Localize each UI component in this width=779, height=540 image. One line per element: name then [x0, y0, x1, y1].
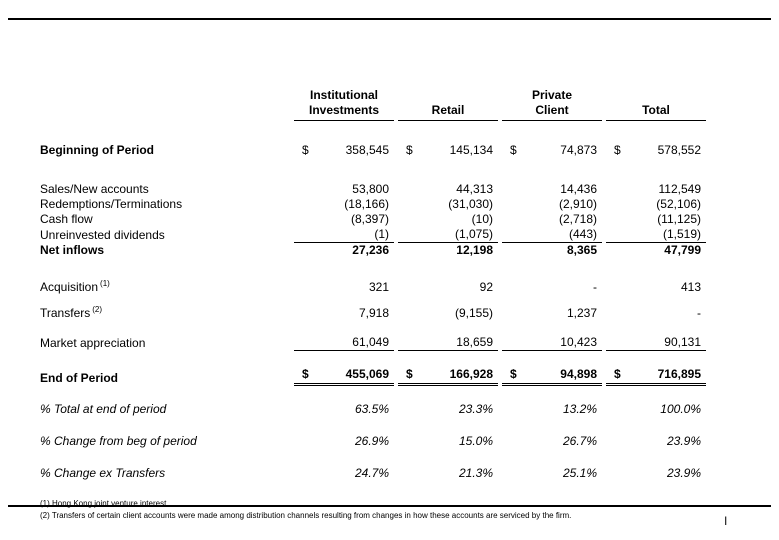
cell-private-client: 25.1%	[562, 466, 597, 480]
cell-retail: 21.3%	[458, 466, 493, 480]
column-header-line2: Retail	[431, 103, 465, 117]
row-label	[40, 276, 290, 295]
column-header-total	[606, 88, 706, 121]
footnote-ref-2: (2)	[92, 305, 103, 314]
table-row-market-appreciation	[40, 335, 708, 351]
cell-institutional: 26.9%	[354, 434, 389, 448]
cell-institutional: 61,049	[294, 335, 394, 351]
cell-value: 578,552	[657, 143, 701, 157]
cell-value: 145,134	[449, 143, 493, 157]
column-header-line1: Private	[531, 88, 573, 102]
cell-retail: (10)	[471, 212, 493, 226]
table-row-transfers	[40, 302, 708, 321]
row-label-text: Acquisition	[40, 280, 99, 294]
cell-institutional: 321	[368, 280, 389, 294]
dollar-sign: $	[510, 367, 517, 381]
cell-institutional: 63.5%	[354, 402, 389, 416]
table-row-sales	[40, 182, 708, 197]
cell-institutional: 7,918	[358, 306, 389, 320]
dollar-sign: $	[302, 143, 309, 157]
cell-retail	[398, 143, 498, 158]
row-label: % Change from beg of period	[40, 434, 197, 448]
table-row-beginning-of-period	[40, 143, 708, 158]
column-header-line1	[606, 88, 706, 103]
cell-total: (52,106)	[656, 197, 701, 211]
cell-private-client: 8,365	[566, 243, 597, 257]
row-label: End of Period	[40, 371, 118, 385]
column-header-line2: Total	[642, 103, 670, 117]
page-marker: l	[724, 514, 727, 528]
row-label	[40, 302, 290, 321]
row-label: Cash flow	[40, 212, 93, 226]
column-header-line2: Client	[535, 103, 569, 117]
cell-total: (1,519)	[606, 227, 706, 243]
footnote-ref-1: (1)	[100, 279, 110, 288]
cell-value: 358,545	[345, 143, 389, 157]
cell-retail: (31,030)	[448, 197, 493, 211]
cell-private-client: 10,423	[502, 335, 602, 351]
cell-institutional	[294, 143, 394, 158]
cell-value: 166,928	[449, 367, 493, 381]
cell-retail	[398, 367, 498, 386]
row-label-text: Transfers	[40, 306, 91, 320]
cell-total: 112,549	[658, 182, 701, 196]
footnote-2: (2) Transfers of certain client accounts were made among distribution channels resulting from changes in how these accounts are serviced by the firm.	[40, 511, 572, 520]
table-row-end-of-period	[40, 367, 708, 386]
row-label: Beginning of Period	[40, 143, 154, 157]
cell-institutional: (1)	[294, 227, 394, 243]
cell-private-client: 1,237	[566, 306, 597, 320]
bottom-divider	[8, 505, 771, 507]
aum-flows-table	[40, 88, 708, 522]
header-spacer	[40, 106, 290, 121]
cell-total: 23.9%	[666, 434, 701, 448]
cell-total	[606, 367, 706, 386]
cell-private-client: (2,910)	[558, 197, 597, 211]
column-header-retail	[398, 88, 498, 121]
cell-institutional: 53,800	[352, 182, 389, 196]
footnote-1: (1) Hong Kong joint venture interest.	[40, 499, 169, 508]
column-header-line1	[398, 88, 498, 103]
dollar-sign: $	[406, 143, 413, 157]
cell-institutional	[294, 367, 394, 386]
row-label: Sales/New accounts	[40, 182, 149, 196]
table-row-cash-flow	[40, 212, 708, 227]
cell-total: -	[697, 306, 701, 320]
cell-retail: 23.3%	[458, 402, 493, 416]
top-divider	[8, 18, 771, 20]
cell-total: 47,799	[664, 243, 701, 257]
dollar-sign: $	[614, 143, 621, 157]
cell-total: 100.0%	[660, 402, 701, 416]
cell-private-client: 13.2%	[562, 402, 597, 416]
row-label: Net inflows	[40, 243, 105, 257]
cell-retail: 18,659	[398, 335, 498, 351]
dollar-sign: $	[510, 143, 517, 157]
table-header-row	[40, 88, 708, 121]
cell-total: 413	[680, 280, 701, 294]
cell-value: 94,898	[560, 367, 597, 381]
cell-private-client: 14,436	[560, 182, 597, 196]
row-label: % Change ex Transfers	[40, 466, 166, 480]
cell-value: 716,895	[657, 367, 701, 381]
cell-institutional: 27,236	[352, 243, 389, 257]
column-header-institutional	[294, 88, 394, 121]
cell-retail: 15.0%	[458, 434, 493, 448]
row-label: % Total at end of period	[40, 402, 167, 416]
dollar-sign: $	[406, 367, 413, 381]
row-label: Redemptions/Terminations	[40, 197, 183, 211]
cell-private-client: (2,718)	[558, 212, 597, 226]
table-row-redemptions	[40, 197, 708, 212]
cell-retail: 12,198	[456, 243, 493, 257]
cell-value: 455,069	[345, 367, 389, 381]
cell-private-client: (443)	[502, 227, 602, 243]
cell-private-client: -	[593, 280, 597, 294]
cell-value: 74,873	[560, 143, 597, 157]
cell-retail: 44,313	[456, 182, 493, 196]
cell-total: 23.9%	[666, 466, 701, 480]
cell-retail: (9,155)	[454, 306, 493, 320]
footnotes	[40, 498, 708, 522]
cell-retail: 92	[479, 280, 493, 294]
table-row-pct-total	[40, 402, 708, 417]
dollar-sign: $	[302, 367, 309, 381]
table-row-pct-ex-transfers	[40, 466, 708, 481]
table-row-acquisition	[40, 276, 708, 295]
table-row-net-inflows	[40, 243, 708, 258]
cell-institutional: 24.7%	[354, 466, 389, 480]
dollar-sign: $	[614, 367, 621, 381]
cell-total	[606, 143, 706, 158]
cell-retail: (1,075)	[398, 227, 498, 243]
cell-private-client: 26.7%	[562, 434, 597, 448]
cell-private-client	[502, 143, 602, 158]
cell-total: 90,131	[606, 335, 706, 351]
column-header-line2: Investments	[308, 103, 380, 117]
table-row-pct-change	[40, 434, 708, 449]
row-label: Unreinvested dividends	[40, 228, 165, 242]
cell-institutional: (8,397)	[350, 212, 389, 226]
cell-private-client	[502, 367, 602, 386]
cell-total: (11,125)	[657, 212, 701, 226]
cell-institutional: (18,166)	[344, 197, 389, 211]
row-label: Market appreciation	[40, 336, 146, 350]
column-header-private-client	[502, 88, 602, 121]
column-header-line1: Institutional	[310, 88, 378, 102]
table-row-unreinvested-dividends	[40, 227, 708, 243]
